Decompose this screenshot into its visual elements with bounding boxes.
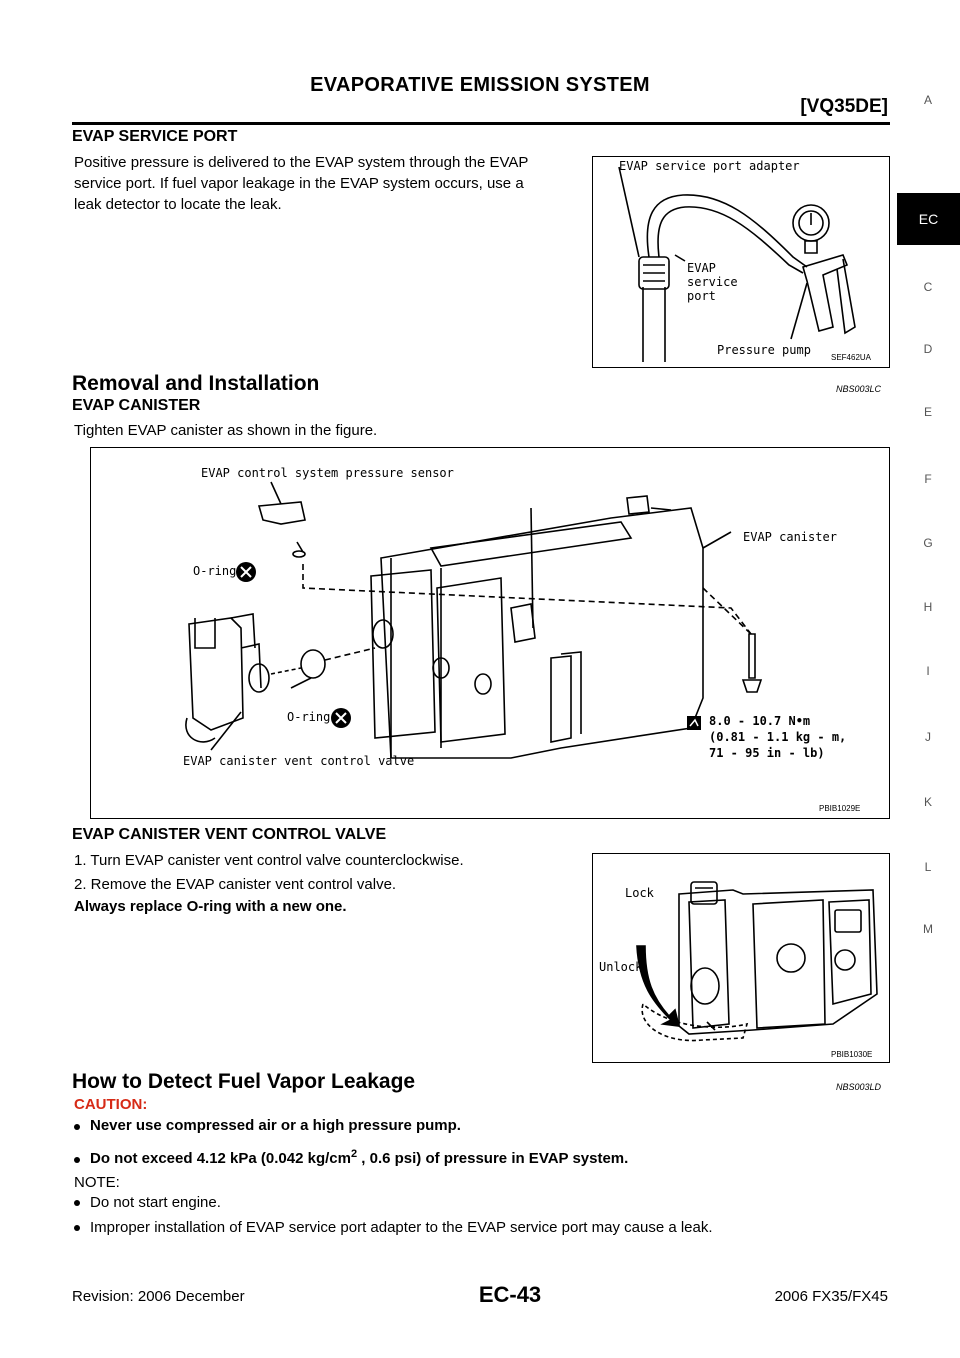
label-vent-valve: EVAP canister vent control valve: [183, 754, 415, 768]
tab-l[interactable]: L: [924, 860, 932, 874]
torque-icon: [687, 716, 701, 730]
page-number: EC-43: [478, 1282, 542, 1307]
tab-d[interactable]: D: [923, 342, 933, 356]
bullet-icon: [74, 1200, 80, 1206]
label-adapter: EVAP service port adapter: [619, 159, 800, 173]
note-item-1: Do not start engine.: [90, 1194, 221, 1211]
valve-figure: [592, 853, 890, 1063]
bullet-icon: [74, 1157, 80, 1163]
oring-replace-icon-1: [236, 562, 256, 582]
label-pump: Pressure pump: [717, 343, 811, 357]
tab-j[interactable]: J: [925, 730, 931, 744]
service-port-illustration: [593, 157, 889, 367]
removal-heading: Removal and Installation: [72, 372, 320, 395]
caution-item-1: Never use compressed air or a high pressure pump.: [90, 1117, 461, 1134]
caution-item-2-a: Do not exceed 4.12 kPa (0.042 kg/cm: [90, 1150, 351, 1167]
tab-h[interactable]: H: [923, 600, 933, 614]
valve-heading: EVAP CANISTER VENT CONTROL VALVE: [72, 826, 387, 843]
tab-c[interactable]: C: [923, 280, 933, 294]
torque-line-3: 71 - 95 in - lb): [709, 746, 825, 760]
tab-k[interactable]: K: [923, 795, 932, 809]
label-oring-2: O-ring: [287, 710, 331, 724]
note-label: NOTE:: [74, 1174, 120, 1191]
label-lock: Lock: [625, 886, 654, 900]
engine-code: [VQ35DE]: [800, 96, 888, 117]
caution-item-2: [90, 1148, 628, 1167]
label-port-2: service: [687, 275, 738, 289]
torque-line-1: 8.0 - 10.7 N•m: [709, 714, 811, 728]
footer-revision: Revision: 2006 December: [72, 1288, 245, 1305]
tab-e[interactable]: E: [923, 405, 932, 419]
tab-i[interactable]: I: [926, 664, 930, 678]
step-2: 2. Remove the EVAP canister vent control valve.: [74, 876, 397, 893]
tab-a[interactable]: A: [923, 93, 932, 107]
caution-item-2-b: , 0.6 psi) of pressure in EVAP system.: [357, 1150, 629, 1167]
canister-text: Tighten EVAP canister as shown in the figure.: [74, 422, 378, 439]
torque-line-2: (0.81 - 1.1 kg - m,: [709, 730, 847, 744]
figure-id-sef462ua: SEF462UA: [831, 353, 872, 362]
tab-f[interactable]: F: [924, 472, 932, 486]
service-port-heading: EVAP SERVICE PORT: [72, 128, 238, 145]
tab-m[interactable]: M: [923, 922, 933, 936]
service-port-text: [74, 152, 528, 215]
figure-id-pbib1030e: PBIB1030E: [831, 1050, 873, 1059]
page-title: EVAPORATIVE EMISSION SYSTEM: [310, 74, 650, 96]
detect-heading: How to Detect Fuel Vapor Leakage: [72, 1070, 416, 1093]
service-port-line-2: service port. If fuel vapor leakage in the EVAP system occurs, use a: [74, 175, 524, 192]
footer-model: 2006 FX35/FX45: [774, 1288, 888, 1305]
label-evap-canister: EVAP canister: [743, 530, 837, 544]
removal-code: NBS003LC: [836, 384, 882, 394]
detect-code: NBS003LD: [836, 1082, 882, 1092]
figure-id-pbib1029e: PBIB1029E: [819, 804, 861, 813]
tab-g[interactable]: G: [923, 536, 933, 550]
caution-item-2-sup: 2: [350, 1148, 358, 1160]
service-port-figure: [592, 156, 890, 368]
label-oring-1: O-ring: [193, 564, 237, 578]
note-item-2: Improper installation of EVAP service port adapter to the EVAP service port may cause a leak.: [90, 1219, 713, 1236]
header-rule: [72, 122, 890, 125]
canister-figure: [90, 447, 890, 819]
step-1: 1. Turn EVAP canister vent control valve counterclockwise.: [74, 852, 464, 869]
tab-ec-active[interactable]: EC: [897, 193, 960, 245]
oring-note: Always replace O-ring with a new one.: [74, 898, 347, 915]
label-port-1: EVAP: [687, 261, 716, 275]
canister-heading: EVAP CANISTER: [72, 397, 201, 414]
label-port-3: port: [687, 289, 716, 303]
service-port-line-3: leak detector to locate the leak.: [74, 196, 282, 213]
service-port-line-1: Positive pressure is delivered to the EVAP system through the EVAP: [74, 154, 529, 171]
label-unlock: Unlock: [599, 960, 643, 974]
bullet-icon: [74, 1124, 80, 1130]
label-pressure-sensor: EVAP control system pressure sensor: [201, 466, 454, 480]
oring-replace-icon-2: [331, 708, 351, 728]
caution-label: CAUTION:: [74, 1096, 148, 1113]
bullet-icon: [74, 1225, 80, 1231]
